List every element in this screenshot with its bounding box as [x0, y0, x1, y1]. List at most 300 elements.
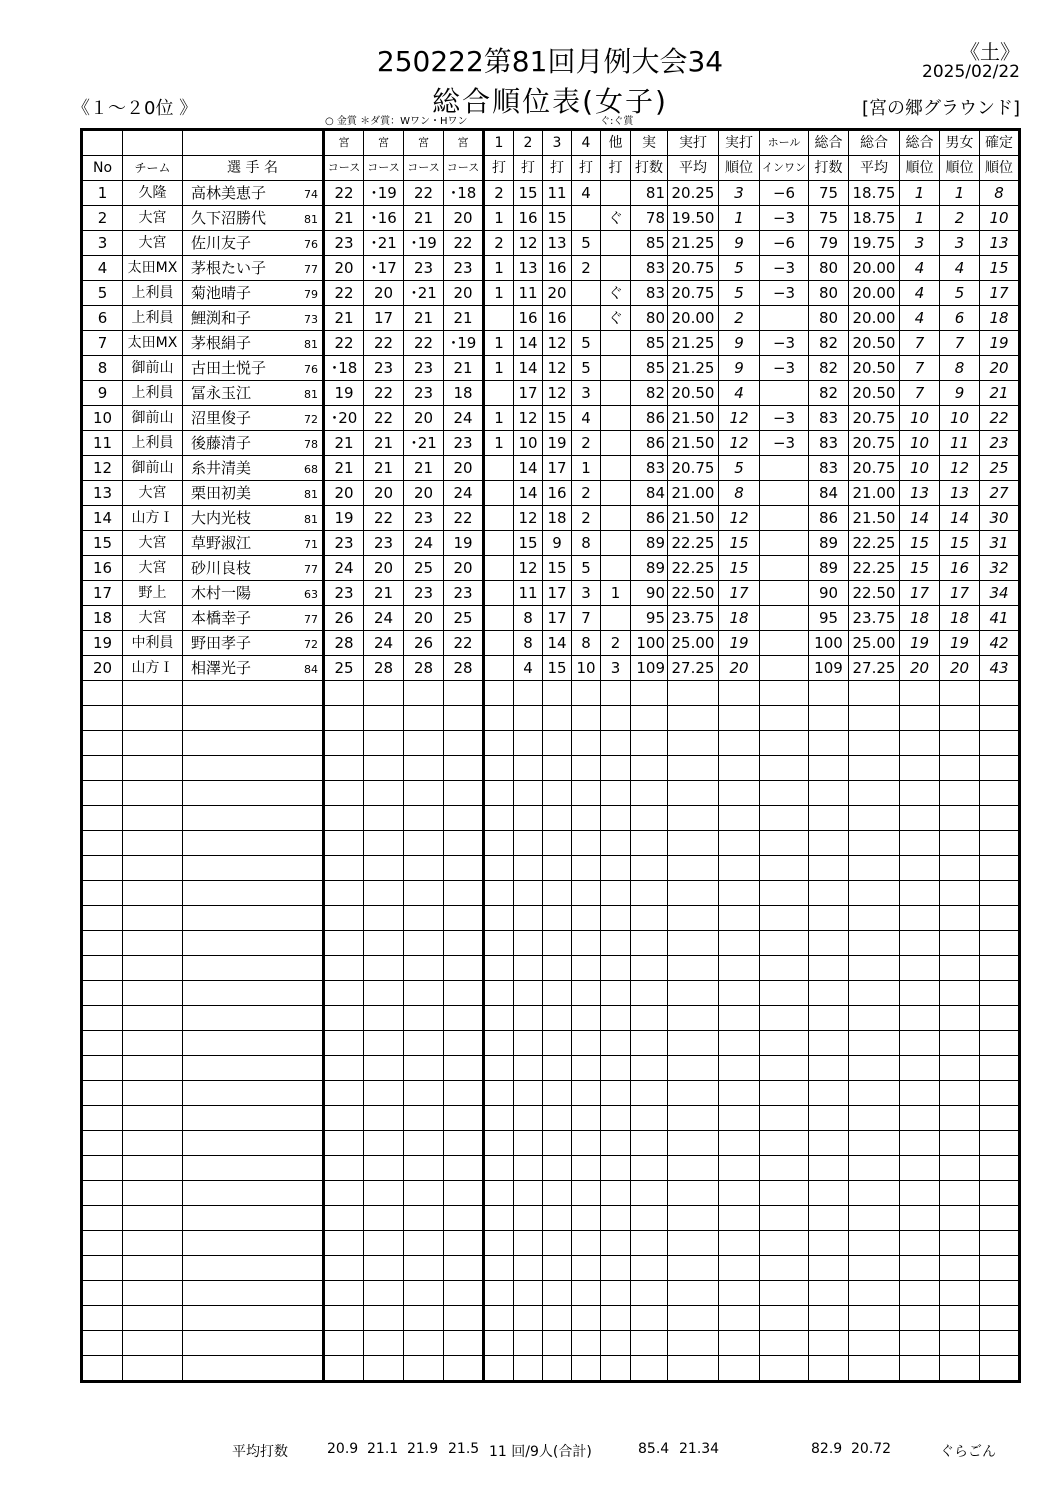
column-header-hole-in-one: ホール: [760, 130, 809, 156]
cell-stroke3: [543, 806, 572, 831]
column-header-stroke-other: 他: [601, 130, 631, 156]
cell-no: [82, 1331, 123, 1356]
cell-stroke3: [543, 1231, 572, 1256]
cell-actual-strokes: 83: [631, 256, 668, 281]
cell-course4: [444, 681, 484, 706]
cell-gender-rank: 8: [940, 356, 980, 381]
cell-hole-in-one: −3: [760, 356, 809, 381]
cell-course3: 25: [404, 556, 444, 581]
cell-stroke2: 4: [514, 656, 543, 681]
cell-course2: [364, 1031, 404, 1056]
cell-stroke1: [484, 631, 514, 656]
cell-actual-strokes: [631, 1331, 668, 1356]
cell-team: 上利員: [123, 431, 183, 456]
cell-stroke2: 16: [514, 206, 543, 231]
cell-stroke-other: [601, 406, 631, 431]
cell-actual-avg: [668, 1081, 719, 1106]
cell-final-rank: [980, 831, 1020, 856]
cell-final-rank: [980, 1206, 1020, 1231]
cell-actual-strokes: [631, 1256, 668, 1281]
cell-no: [82, 881, 123, 906]
cell-course4: 20: [444, 281, 484, 306]
cell-total-rank: 20: [900, 656, 940, 681]
cell-stroke1: [484, 506, 514, 531]
cell-team: 大宮: [123, 606, 183, 631]
cell-course2: [364, 1131, 404, 1156]
cell-course1: 25: [324, 656, 364, 681]
player-name: 久下沼勝代: [191, 209, 267, 227]
cell-stroke4: 3: [572, 581, 601, 606]
table-row: [82, 1131, 1020, 1156]
cell-team: 太田MX: [123, 331, 183, 356]
cell-actual-avg: 20.75: [668, 256, 719, 281]
cell-team: 野上: [123, 581, 183, 606]
cell-actual-avg: [668, 906, 719, 931]
rank-range: 《１～２0位 》: [72, 98, 198, 119]
cell-total-avg: [849, 1106, 900, 1131]
cell-course4: [444, 856, 484, 881]
cell-stroke1: [484, 731, 514, 756]
cell-total-avg: [849, 1356, 900, 1382]
cell-course3: 23: [404, 506, 444, 531]
cell-total-strokes: [809, 731, 849, 756]
cell-no: 19: [82, 631, 123, 656]
table-row: [82, 1331, 1020, 1356]
cell-course1: [324, 731, 364, 756]
cell-stroke4: [572, 1156, 601, 1181]
cell-total-strokes: [809, 1006, 849, 1031]
cell-total-avg: [849, 856, 900, 881]
cell-stroke-other: [601, 906, 631, 931]
cell-stroke4: [572, 1106, 601, 1131]
cell-total-rank: 15: [900, 556, 940, 581]
table-row: [82, 981, 1020, 1006]
table-row: [82, 381, 1020, 406]
cell-course1: 26: [324, 606, 364, 631]
cell-course4: [444, 1156, 484, 1181]
column-header-actual-avg: 平均: [668, 156, 719, 181]
cell-total-rank: [900, 831, 940, 856]
table-row: [82, 1156, 1020, 1181]
cell-stroke2: [514, 1256, 543, 1281]
cell-actual-avg: 21.50: [668, 431, 719, 456]
cell-total-rank: [900, 1056, 940, 1081]
column-header-total-strokes: 打数: [809, 156, 849, 181]
table-row: [82, 406, 1020, 431]
cell-stroke4: [572, 806, 601, 831]
player-name: 茅根絹子: [191, 334, 252, 352]
cell-stroke4: [572, 956, 601, 981]
cell-total-avg: [849, 1181, 900, 1206]
player-age: 76: [304, 363, 318, 376]
cell-total-avg: [849, 706, 900, 731]
cell-actual-strokes: [631, 1081, 668, 1106]
cell-course4: ･18: [444, 181, 484, 206]
header-row-top: [82, 130, 1020, 156]
cell-player-name: [183, 406, 324, 431]
cell-course2: [364, 1156, 404, 1181]
cell-total-avg: 20.00: [849, 256, 900, 281]
cell-total-strokes: 80: [809, 281, 849, 306]
cell-course2: ･21: [364, 231, 404, 256]
cell-course4: 24: [444, 406, 484, 431]
cell-actual-avg: 21.00: [668, 481, 719, 506]
cell-actual-avg: 19.50: [668, 206, 719, 231]
cell-total-avg: [849, 1006, 900, 1031]
cell-course2: 22: [364, 506, 404, 531]
cell-stroke3: [543, 1181, 572, 1206]
cell-player-name: [183, 356, 324, 381]
cell-stroke1: [484, 956, 514, 981]
footer-course1-avg: 20.9: [327, 1441, 359, 1457]
cell-course1: [324, 706, 364, 731]
cell-stroke3: [543, 681, 572, 706]
cell-no: [82, 806, 123, 831]
cell-total-rank: [900, 1031, 940, 1056]
cell-stroke1: [484, 1356, 514, 1382]
cell-total-avg: [849, 1231, 900, 1256]
cell-total-strokes: 89: [809, 556, 849, 581]
player-name: 茅根たい子: [191, 259, 267, 277]
table-row: [82, 706, 1020, 731]
footer-course2-avg: 21.1: [367, 1441, 399, 1457]
player-name: 糸井清美: [191, 459, 252, 477]
cell-stroke3: [543, 1281, 572, 1306]
cell-stroke2: 12: [514, 556, 543, 581]
cell-course2: [364, 681, 404, 706]
cell-actual-strokes: [631, 781, 668, 806]
cell-stroke4: 8: [572, 631, 601, 656]
cell-no: [82, 1156, 123, 1181]
cell-player-name: [183, 1156, 324, 1181]
cell-total-avg: 20.00: [849, 281, 900, 306]
cell-gender-rank: 16: [940, 556, 980, 581]
cell-total-rank: [900, 1331, 940, 1356]
cell-no: [82, 1106, 123, 1131]
cell-hole-in-one: [760, 906, 809, 931]
cell-stroke2: 8: [514, 631, 543, 656]
cell-gender-rank: [940, 956, 980, 981]
cell-actual-avg: 22.25: [668, 556, 719, 581]
cell-course1: [324, 881, 364, 906]
cell-course4: [444, 1106, 484, 1131]
column-header-stroke4: 打: [572, 156, 601, 181]
cell-gender-rank: [940, 706, 980, 731]
cell-actual-rank: [719, 1281, 760, 1306]
column-header-total-strokes: 総合: [809, 130, 849, 156]
cell-course2: 20: [364, 556, 404, 581]
cell-course2: [364, 731, 404, 756]
cell-total-avg: [849, 1081, 900, 1106]
cell-actual-rank: [719, 1131, 760, 1156]
cell-team: [123, 1156, 183, 1181]
cell-total-avg: [849, 1056, 900, 1081]
cell-actual-avg: 27.25: [668, 656, 719, 681]
cell-actual-strokes: [631, 1181, 668, 1206]
cell-stroke-other: [601, 356, 631, 381]
cell-total-strokes: [809, 681, 849, 706]
cell-actual-strokes: [631, 1131, 668, 1156]
cell-stroke2: [514, 906, 543, 931]
cell-no: [82, 1081, 123, 1106]
cell-player-name: [183, 256, 324, 281]
cell-actual-avg: [668, 1356, 719, 1382]
cell-total-avg: [849, 1306, 900, 1331]
cell-team: [123, 1081, 183, 1106]
cell-stroke3: [543, 1031, 572, 1056]
cell-actual-strokes: [631, 1231, 668, 1256]
cell-total-strokes: 80: [809, 306, 849, 331]
cell-stroke-other: [601, 481, 631, 506]
cell-total-avg: 19.75: [849, 231, 900, 256]
column-header-actual-rank: 実打: [719, 130, 760, 156]
cell-stroke-other: [601, 981, 631, 1006]
cell-stroke-other: [601, 1106, 631, 1131]
table-row: [82, 281, 1020, 306]
cell-final-rank: 8: [980, 181, 1020, 206]
cell-team: 大宮: [123, 231, 183, 256]
cell-actual-rank: 18: [719, 606, 760, 631]
cell-player-name: [183, 281, 324, 306]
cell-stroke1: [484, 706, 514, 731]
cell-total-avg: [849, 1331, 900, 1356]
cell-hole-in-one: [760, 1131, 809, 1156]
cell-total-rank: [900, 981, 940, 1006]
cell-total-rank: [900, 756, 940, 781]
cell-course2: [364, 706, 404, 731]
cell-stroke4: [572, 1281, 601, 1306]
cell-course2: [364, 1081, 404, 1106]
cell-hole-in-one: [760, 1306, 809, 1331]
cell-total-strokes: 86: [809, 506, 849, 531]
cell-stroke-other: [601, 806, 631, 831]
cell-team: 大宮: [123, 481, 183, 506]
cell-course2: 20: [364, 281, 404, 306]
cell-actual-avg: [668, 706, 719, 731]
cell-course3: [404, 956, 444, 981]
table-row: [82, 681, 1020, 706]
cell-stroke-other: [601, 506, 631, 531]
cell-stroke1: [484, 1331, 514, 1356]
cell-team: 御前山: [123, 456, 183, 481]
cell-actual-avg: 21.50: [668, 406, 719, 431]
cell-course1: [324, 781, 364, 806]
table-row: [82, 1231, 1020, 1256]
cell-total-avg: [849, 806, 900, 831]
cell-actual-strokes: [631, 1206, 668, 1231]
cell-stroke4: [572, 881, 601, 906]
cell-stroke4: [572, 931, 601, 956]
cell-hole-in-one: −3: [760, 281, 809, 306]
cell-gender-rank: 7: [940, 331, 980, 356]
player-name: 草野淑江: [191, 534, 252, 552]
cell-no: 4: [82, 256, 123, 281]
cell-course1: [324, 1156, 364, 1181]
cell-team: [123, 1281, 183, 1306]
cell-actual-strokes: 83: [631, 456, 668, 481]
cell-final-rank: [980, 806, 1020, 831]
cell-hole-in-one: −3: [760, 256, 809, 281]
cell-actual-strokes: 86: [631, 406, 668, 431]
cell-total-rank: 10: [900, 456, 940, 481]
cell-course3: [404, 931, 444, 956]
cell-stroke-other: [601, 256, 631, 281]
cell-total-strokes: 109: [809, 656, 849, 681]
cell-stroke2: [514, 1206, 543, 1231]
footer-credit: ぐらごん: [940, 1444, 996, 1460]
cell-actual-rank: 5: [719, 256, 760, 281]
column-header-stroke3: 打: [543, 156, 572, 181]
cell-stroke3: [543, 956, 572, 981]
cell-stroke-other: 2: [601, 631, 631, 656]
cell-course4: 18: [444, 381, 484, 406]
table-row: [82, 881, 1020, 906]
cell-course1: [324, 1181, 364, 1206]
cell-stroke-other: [601, 1281, 631, 1306]
player-name: 野田孝子: [191, 634, 252, 652]
cell-player-name: [183, 956, 324, 981]
cell-hole-in-one: [760, 606, 809, 631]
table-row: [82, 506, 1020, 531]
cell-course2: 23: [364, 356, 404, 381]
cell-course3: 23: [404, 581, 444, 606]
column-header-gender-rank: 順位: [940, 156, 980, 181]
cell-stroke4: 3: [572, 381, 601, 406]
cell-total-avg: [849, 731, 900, 756]
cell-team: 上利員: [123, 381, 183, 406]
cell-player-name: [183, 531, 324, 556]
cell-total-strokes: [809, 1056, 849, 1081]
cell-actual-avg: [668, 881, 719, 906]
cell-player-name: [183, 506, 324, 531]
cell-final-rank: 18: [980, 306, 1020, 331]
cell-no: [82, 931, 123, 956]
cell-course2: [364, 906, 404, 931]
cell-course4: 20: [444, 456, 484, 481]
player-name: 菊池晴子: [191, 284, 252, 302]
cell-actual-avg: [668, 681, 719, 706]
cell-actual-rank: 2: [719, 306, 760, 331]
cell-hole-in-one: [760, 756, 809, 781]
cell-course4: ･19: [444, 331, 484, 356]
cell-total-strokes: [809, 1331, 849, 1356]
cell-hole-in-one: [760, 556, 809, 581]
cell-stroke2: 11: [514, 581, 543, 606]
cell-no: 10: [82, 406, 123, 431]
cell-no: 7: [82, 331, 123, 356]
cell-total-avg: [849, 781, 900, 806]
cell-actual-avg: [668, 756, 719, 781]
cell-player-name: [183, 981, 324, 1006]
cell-hole-in-one: [760, 1331, 809, 1356]
cell-actual-strokes: [631, 1006, 668, 1031]
cell-stroke2: 8: [514, 606, 543, 631]
cell-course3: [404, 881, 444, 906]
cell-course2: ･17: [364, 256, 404, 281]
cell-course3: [404, 756, 444, 781]
cell-course1: 20: [324, 481, 364, 506]
cell-player-name: [183, 206, 324, 231]
cell-total-strokes: [809, 881, 849, 906]
cell-stroke-other: 1: [601, 581, 631, 606]
table-row: [82, 1081, 1020, 1106]
cell-stroke3: 9: [543, 531, 572, 556]
cell-hole-in-one: [760, 481, 809, 506]
cell-no: [82, 1006, 123, 1031]
cell-course4: [444, 831, 484, 856]
column-header-stroke4: 4: [572, 130, 601, 156]
cell-actual-strokes: 89: [631, 556, 668, 581]
cell-no: [82, 906, 123, 931]
cell-actual-strokes: [631, 1031, 668, 1056]
cell-player-name: [183, 1056, 324, 1081]
column-header-course2: コース: [364, 156, 404, 181]
cell-stroke4: [572, 1356, 601, 1382]
cell-actual-strokes: [631, 856, 668, 881]
cell-stroke4: [572, 756, 601, 781]
cell-hole-in-one: [760, 456, 809, 481]
cell-no: [82, 856, 123, 881]
header-row-bottom: [82, 156, 1020, 181]
cell-gender-rank: [940, 1181, 980, 1206]
cell-course1: ･20: [324, 406, 364, 431]
cell-stroke2: 11: [514, 281, 543, 306]
cell-course1: [324, 1281, 364, 1306]
cell-actual-rank: 8: [719, 481, 760, 506]
cell-actual-strokes: [631, 731, 668, 756]
cell-final-rank: 10: [980, 206, 1020, 231]
cell-course1: [324, 756, 364, 781]
cell-player-name: [183, 631, 324, 656]
table-row: [82, 1356, 1020, 1382]
cell-stroke4: 2: [572, 431, 601, 456]
cell-actual-avg: [668, 1281, 719, 1306]
column-header-no: No: [82, 156, 123, 181]
cell-total-avg: [849, 1131, 900, 1156]
cell-final-rank: [980, 1231, 1020, 1256]
cell-stroke2: [514, 1231, 543, 1256]
cell-stroke1: 2: [484, 181, 514, 206]
column-header-stroke1: 打: [484, 156, 514, 181]
cell-course4: [444, 756, 484, 781]
cell-team: [123, 1331, 183, 1356]
cell-course3: [404, 981, 444, 1006]
cell-total-rank: [900, 1281, 940, 1306]
cell-stroke-other: [601, 1206, 631, 1231]
cell-team: [123, 981, 183, 1006]
table-row: [82, 1181, 1020, 1206]
column-header-team: チーム: [123, 156, 183, 181]
cell-stroke3: 16: [543, 256, 572, 281]
column-header-actual-strokes: 打数: [631, 156, 668, 181]
cell-stroke1: [484, 931, 514, 956]
cell-no: 9: [82, 381, 123, 406]
cell-final-rank: 42: [980, 631, 1020, 656]
cell-hole-in-one: [760, 381, 809, 406]
cell-player-name: [183, 1306, 324, 1331]
cell-total-avg: 21.00: [849, 481, 900, 506]
cell-actual-strokes: [631, 881, 668, 906]
award-legend-gu: ぐ:ぐ賞: [600, 116, 634, 127]
cell-total-avg: 18.75: [849, 181, 900, 206]
table-row: [82, 1281, 1020, 1306]
cell-no: 5: [82, 281, 123, 306]
cell-stroke-other: [601, 1181, 631, 1206]
cell-stroke2: 15: [514, 531, 543, 556]
cell-team: [123, 1181, 183, 1206]
cell-no: 15: [82, 531, 123, 556]
page-title: 250222第81回月例大会34: [376, 45, 724, 78]
